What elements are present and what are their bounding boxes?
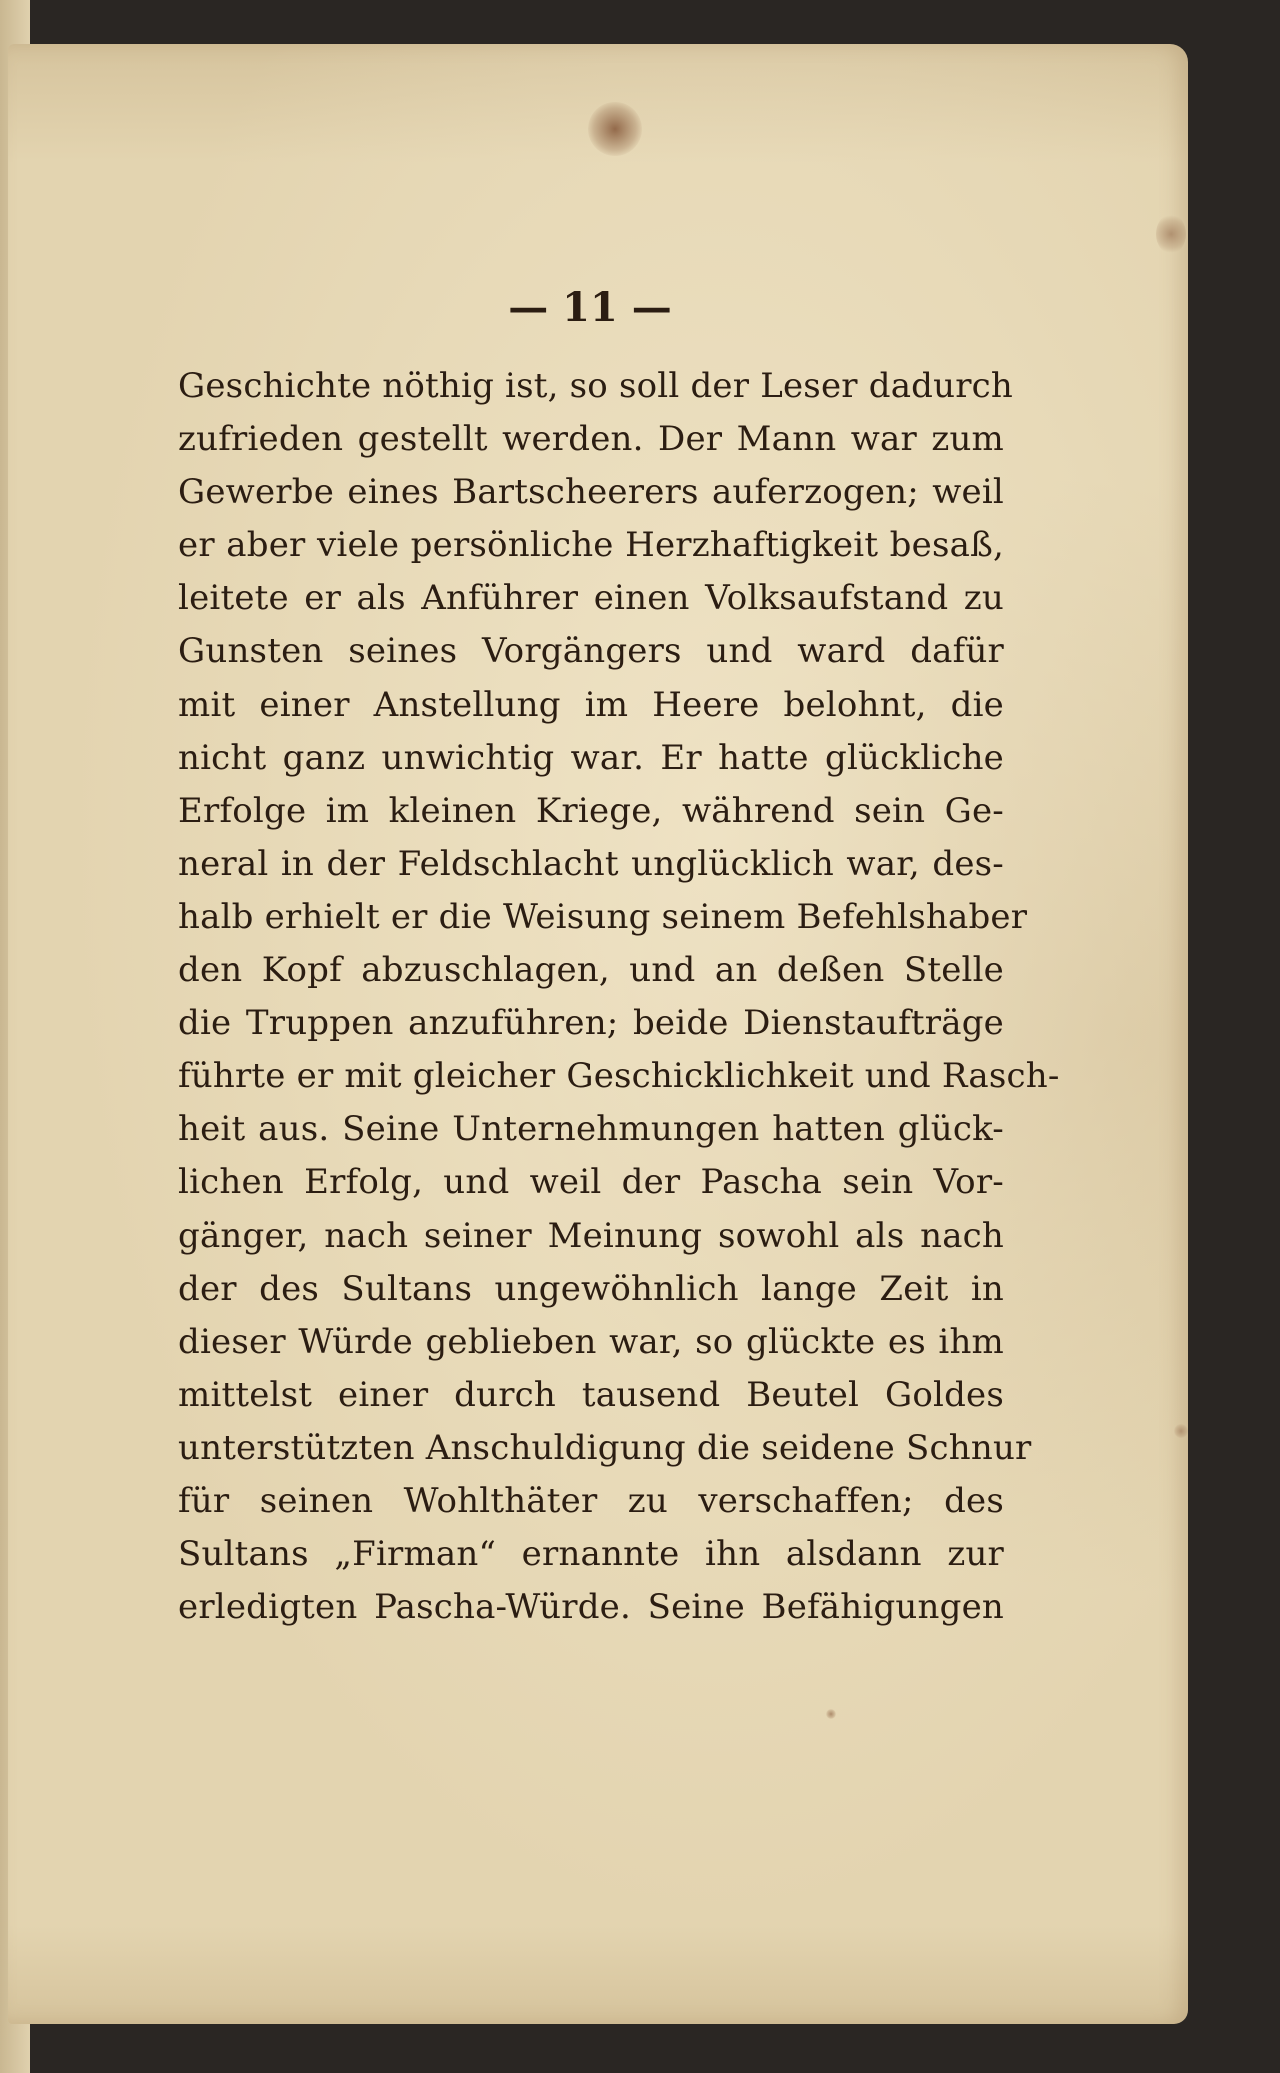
text-line: leitete er als Anführer einen Volksaufstand zu bbox=[178, 578, 1004, 619]
text-line: Gewerbe eines Bartscheerers auferzogen; weil bbox=[178, 472, 1004, 513]
text-line: Erfolge im kleinen Kriege, während sein Ge- bbox=[178, 790, 1004, 831]
text-line: neral in der Feldschlacht unglücklich war, des- bbox=[178, 843, 1004, 884]
text-line: der des Sultans ungewöhnlich lange Zeit in bbox=[178, 1268, 1004, 1309]
text-line: halb erhielt er die Weisung seinem Befehlshaber bbox=[178, 896, 1028, 937]
paper-stain bbox=[588, 102, 642, 156]
body-text bbox=[178, 360, 1060, 1634]
text-line: die Truppen anzuführen; beide Dienstaufträge bbox=[178, 1003, 1004, 1044]
text-line: er aber viele persönliche Herzhaftigkeit besaß, bbox=[178, 525, 1004, 566]
text-line: erledigten Pascha-Würde. Seine Befähigungen bbox=[178, 1587, 1004, 1628]
page-number: — 11 — bbox=[508, 284, 672, 331]
text-line: Geschichte nöthig ist, so soll der Leser dadurch bbox=[178, 366, 1014, 406]
text-line: gänger, nach seiner Meinung sowohl als nach bbox=[178, 1215, 1004, 1256]
text-line: heit aus. Seine Unternehmungen hatten glück- bbox=[178, 1109, 1004, 1150]
text-line: den Kopf abzuschlagen, und an deßen Stelle bbox=[178, 950, 1004, 991]
text-line: führte er mit gleicher Geschicklichkeit und Rasch- bbox=[178, 1056, 1060, 1097]
paper-stain bbox=[1156, 214, 1186, 254]
text-line: zufrieden gestellt werden. Der Mann war zum bbox=[178, 419, 1004, 460]
text-line: für seinen Wohlthäter zu verschaffen; des bbox=[178, 1480, 1004, 1521]
text-line: mittelst einer durch tausend Beutel Goldes bbox=[178, 1374, 1004, 1415]
text-line: unterstützten Anschuldigung die seidene Schnur bbox=[178, 1427, 1032, 1468]
text-line: lichen Erfolg, und weil der Pascha sein Vor- bbox=[178, 1162, 1004, 1203]
text-line: nicht ganz unwichtig war. Er hatte glückliche bbox=[178, 737, 1004, 778]
text-line: Gunsten seines Vorgängers und ward dafür bbox=[178, 631, 1004, 672]
paper-stain bbox=[1174, 1424, 1188, 1438]
text-line: Sultans „Firman“ ernannte ihn alsdann zur bbox=[178, 1534, 1004, 1575]
paper-stain bbox=[826, 1709, 836, 1719]
text-line: dieser Würde geblieben war, so glückte es ihm bbox=[178, 1321, 1004, 1362]
text-line: mit einer Anstellung im Heere belohnt, die bbox=[178, 684, 1004, 725]
